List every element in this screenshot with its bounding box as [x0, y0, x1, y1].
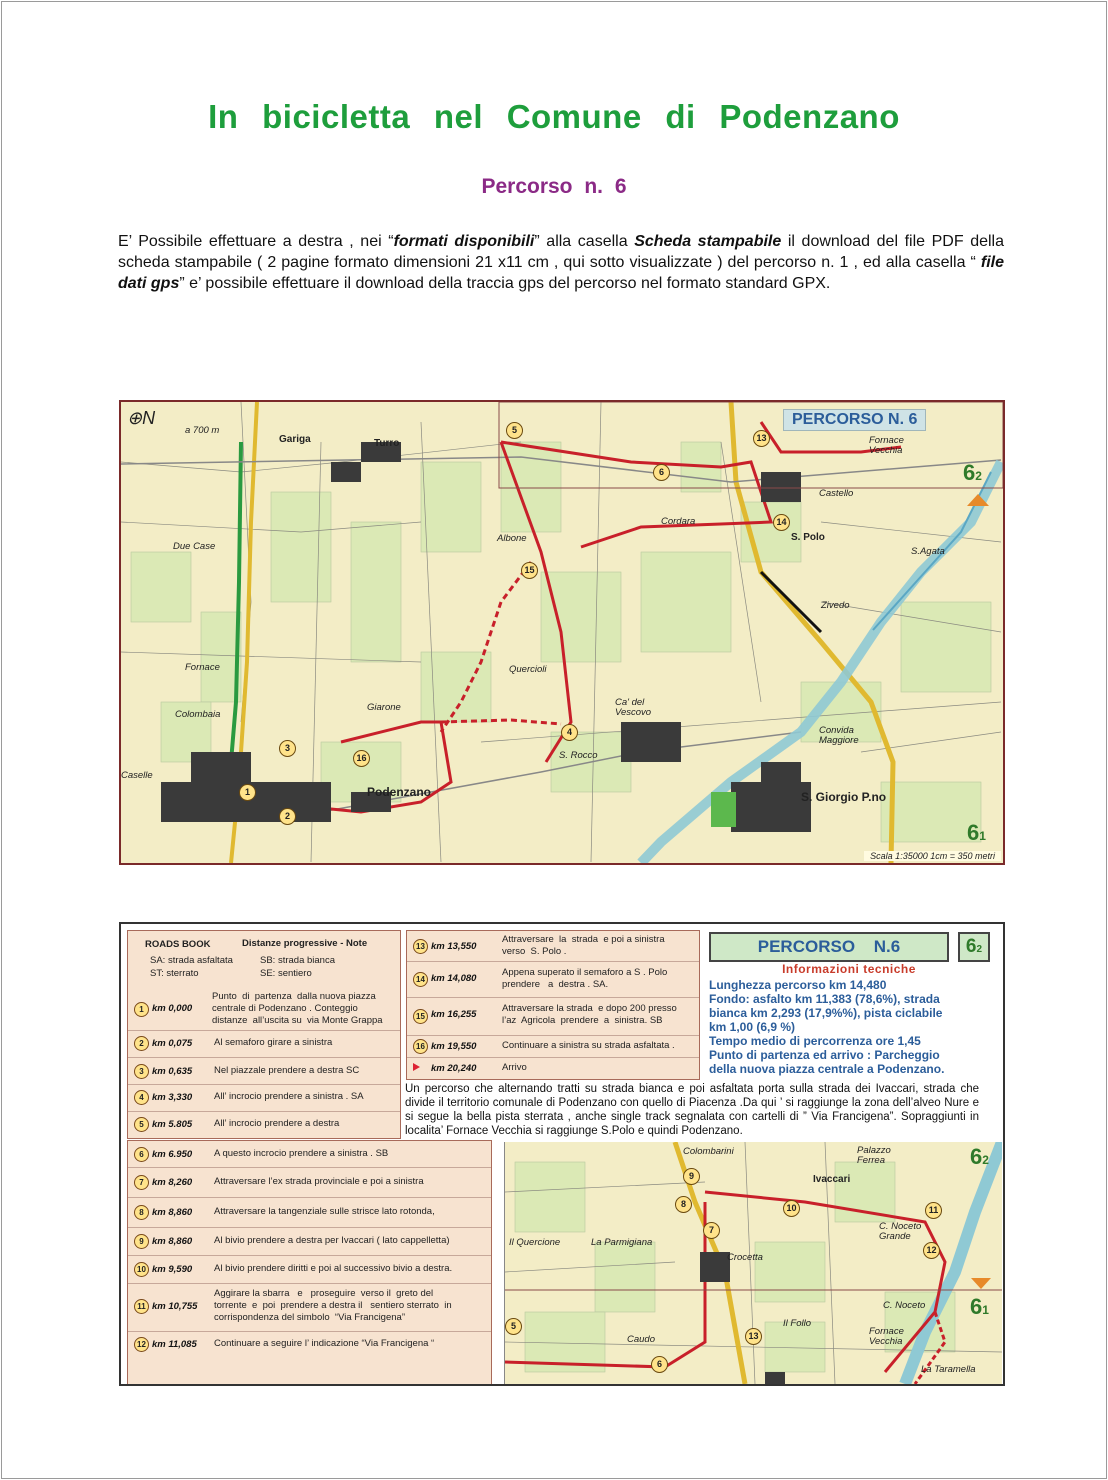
- place-label: Ivaccari: [813, 1174, 851, 1185]
- step-number: 13: [413, 939, 428, 954]
- map-background: [505, 1142, 1002, 1384]
- place-label: La Parmigiana: [591, 1237, 653, 1248]
- info-line: Lunghezza percorso km 14,480: [709, 978, 887, 992]
- roadbook-row: [128, 1141, 491, 1168]
- step-km: km 0,635: [152, 1066, 193, 1077]
- page-badge-bottom: [967, 820, 986, 846]
- finish-flag-icon: [413, 1063, 420, 1071]
- step-number: 14: [413, 972, 428, 987]
- intro-text: ” e’ possibile effettuare il download della traccia gps del percorso nel formato standard GPX.: [179, 275, 831, 292]
- step-text: All’ incrocio prendere a destra: [214, 1118, 340, 1129]
- info-text: [709, 978, 991, 1076]
- roads-book-column-2: [406, 930, 700, 1080]
- file-dati-gps-link[interactable]: file dati gps: [118, 254, 1004, 292]
- route-marker: 10: [783, 1200, 800, 1217]
- info-line: Tempo medio di percorrenza ore 1,45: [709, 1034, 921, 1048]
- step-number: 7: [134, 1175, 149, 1190]
- info-badge: [958, 932, 990, 962]
- step-text: Al semaforo girare a sinistra: [214, 1037, 333, 1048]
- page-badge-bottom: [970, 1294, 989, 1320]
- place-label: S. Giorgio P.no: [801, 790, 887, 804]
- step-text: Al bivio prendere diritti e poi al successivo bivio a destra.: [214, 1263, 453, 1274]
- roadbook-row: [407, 1035, 699, 1058]
- place-label: S. Polo: [791, 532, 825, 543]
- step-number: 6: [134, 1147, 149, 1162]
- place-label: Giarone: [367, 702, 401, 713]
- roads-book-column-1: [127, 988, 401, 1139]
- step-km: km 10,755: [152, 1301, 198, 1312]
- route-marker: 2: [279, 808, 296, 825]
- place-label: Podenzano: [367, 785, 432, 799]
- step-number: 1: [134, 1002, 149, 1017]
- roads-book-panel: [119, 922, 1005, 1386]
- route-marker: 6: [651, 1356, 668, 1373]
- step-km: km 0,000: [152, 1003, 193, 1014]
- place-label: Fornace: [185, 662, 220, 673]
- step-number: 15: [413, 1009, 428, 1024]
- roads-book-title: ROADS BOOK: [145, 939, 211, 950]
- step-text: All’ incrocio prendere a sinistra . SA: [214, 1091, 364, 1102]
- step-text: Attraversare la strada e poi a sinistra verso S. Polo .: [502, 934, 665, 957]
- step-number: 12: [134, 1337, 149, 1352]
- badge-sub: 1: [979, 829, 986, 843]
- roadbook-row: [407, 1057, 699, 1079]
- step-text: Appena superato il semaforo a S . Polo prendere a destra . SA.: [502, 967, 668, 990]
- roads-book-subtitle: Distanze progressive - Note: [242, 938, 368, 949]
- intro-text: E’ Possibile effettuare a destra , nei “: [118, 233, 394, 250]
- step-number: 4: [134, 1090, 149, 1105]
- step-km: km 13,550: [431, 941, 477, 952]
- place-label: S. Rocco: [559, 750, 598, 761]
- map-scale: Scala 1:35000 1cm = 350 metri: [864, 851, 1001, 861]
- step-km: km 16,255: [431, 1009, 477, 1020]
- step-text: Nel piazzale prendere a destra SC: [214, 1065, 360, 1076]
- badge-sub: 2: [975, 469, 982, 483]
- badge-number: 6: [967, 820, 980, 845]
- route-description: Un percorso che alternando tratti su strada bianca e poi asfaltata porta sulla strada dei Ivaccari, strada che divide il territorio comunale di Podenzano con quello di Piacenza .Da qui ’ si raggiunge la zona dell’alveo Nure e si segue la bella pista sterrata , anche single track segnalata con cartelli di ” Via Francigena”. Sopraggiunti in localita’ Fornace Vecchia si raggiunge S.Polo e quindi Podenzano.: [405, 1083, 979, 1137]
- roadbook-row: [407, 931, 699, 962]
- step-km: km 9,590: [152, 1264, 193, 1275]
- place-label: Quercioli: [509, 664, 547, 675]
- route-marker: 1: [239, 784, 256, 801]
- place-label: Caselle: [121, 770, 153, 781]
- roadbook-row: [128, 1111, 400, 1138]
- route-map-detail: [504, 1142, 1002, 1384]
- roadbook-row: [128, 1057, 400, 1085]
- roadbook-row: [128, 1227, 491, 1256]
- route-marker: 5: [505, 1318, 522, 1335]
- place-label: Fornace Vecchia: [869, 1326, 904, 1347]
- page-title: In bicicletta nel Comune di Podenzano: [208, 98, 900, 135]
- legend-item: SB: strada bianca: [260, 955, 335, 966]
- place-label: Caudo: [627, 1334, 655, 1345]
- page-subtitle: Percorso n. 6: [481, 175, 627, 198]
- route-marker: 15: [521, 562, 538, 579]
- place-label: Turro: [374, 438, 400, 449]
- place-label: Cordara: [661, 516, 696, 527]
- step-number: 16: [413, 1039, 428, 1054]
- route-marker: 13: [745, 1328, 762, 1345]
- info-line: Punto di partenza ed arrivo : Parcheggio: [709, 1048, 940, 1062]
- place-label: Ca' del Vescovo: [615, 697, 652, 718]
- info-title-box: PERCORSO N.6: [709, 932, 949, 962]
- legend-item: ST: sterrato: [150, 968, 199, 979]
- route-marker: 3: [279, 740, 296, 757]
- place-label: Castello: [819, 488, 854, 499]
- route-marker: 12: [923, 1242, 940, 1259]
- roadbook-row: [407, 961, 699, 998]
- route-marker: 16: [353, 750, 370, 767]
- badge-sub: 1: [982, 1303, 989, 1317]
- badge-number: 6: [970, 1294, 983, 1319]
- place-label: Due Case: [173, 541, 216, 552]
- place-label: a 700 m: [185, 425, 220, 436]
- info-subtitle: Informazioni tecniche: [782, 962, 916, 976]
- badge-number: 6: [965, 936, 977, 957]
- route-marker: 14: [773, 514, 790, 531]
- info-line: Fondo: asfalto km 11,383 (78,6%), strada: [709, 992, 940, 1006]
- step-km: km 3,330: [152, 1092, 193, 1103]
- step-km: km 8,260: [152, 1177, 193, 1188]
- route-marker: 8: [675, 1196, 692, 1213]
- badge-sub: 2: [976, 944, 983, 955]
- roads-book-column-3: [127, 1140, 492, 1386]
- north-label: N: [142, 408, 156, 428]
- step-km: km 20,240: [431, 1063, 477, 1074]
- badge-number: 6: [970, 1144, 983, 1169]
- legend-item: SE: sentiero: [260, 968, 312, 979]
- route-map-overview: [119, 400, 1005, 865]
- step-km: km 8,860: [152, 1207, 193, 1218]
- formati-disponibili-link[interactable]: formati disponibili: [393, 233, 535, 250]
- place-label: Crocetta: [727, 1252, 763, 1263]
- place-label: Convida Maggiore: [819, 725, 859, 746]
- percorso-header: PERCORSO N. 6: [783, 409, 926, 431]
- place-label: Il Quercione: [509, 1237, 561, 1248]
- step-text: Punto di partenza dalla nuova piazza centrale di Podenzano . Conteggio distanze all’uscita su via Monte Grappa: [212, 991, 383, 1026]
- route-marker: 5: [506, 422, 523, 439]
- roadbook-row: [407, 997, 699, 1036]
- step-km: km 14,080: [431, 973, 477, 984]
- route-marker: 6: [653, 464, 670, 481]
- route-marker: 4: [561, 724, 578, 741]
- route-marker: 11: [925, 1202, 942, 1219]
- roadbook-row: [128, 1084, 400, 1112]
- route-marker: 7: [703, 1222, 720, 1239]
- place-label: Palazzo Ferrea: [857, 1145, 891, 1166]
- step-km: km 11,085: [152, 1339, 197, 1350]
- step-km: km 5.805: [152, 1119, 193, 1130]
- up-arrow-icon: [967, 494, 989, 506]
- place-label: Colombarini: [683, 1146, 734, 1157]
- roadbook-row: [128, 988, 400, 1031]
- step-text: Attraversare l’ex strada provinciale e poi a sinistra: [214, 1176, 424, 1187]
- down-arrow-icon: [971, 1278, 991, 1289]
- step-km: km 8,860: [152, 1236, 193, 1247]
- intro-paragraph: [118, 231, 1004, 294]
- step-text: Attraversare la tangenziale sulle strisce lato rotonda,: [214, 1206, 435, 1217]
- step-text: A questo incrocio prendere a sinistra . SB: [214, 1148, 389, 1159]
- step-km: km 0,075: [152, 1038, 193, 1049]
- place-label: Il Follo: [783, 1318, 811, 1329]
- step-km: km 19,550: [431, 1041, 477, 1052]
- roadbook-row: [128, 1167, 491, 1198]
- step-km: km 6.950: [152, 1149, 193, 1160]
- step-number: 5: [134, 1117, 149, 1132]
- legend-item: SA: strada asfaltata: [150, 955, 233, 966]
- step-text: Aggirare la sbarra e proseguire verso il greto del torrente e poi prendere a destra il sentiero sterrato in corrispondenza del simbolo “Via Francigena”: [214, 1288, 452, 1323]
- roadbook-row: [128, 1255, 491, 1284]
- intro-text: ” alla casella: [534, 233, 635, 250]
- step-number: 2: [134, 1036, 149, 1051]
- info-line: della nuova piazza centrale a Podenzano.: [709, 1062, 945, 1076]
- step-number: 3: [134, 1064, 149, 1079]
- place-label: Zivedo: [821, 600, 850, 611]
- place-label: S.Agata: [911, 546, 945, 557]
- step-text: Continuare a sinistra su strada asfaltata .: [502, 1040, 675, 1051]
- place-label: C. Noceto Grande: [879, 1221, 922, 1242]
- roadbook-row: [128, 1283, 491, 1332]
- info-line: bianca km 2,293 (17,9%%), pista ciclabile: [709, 1006, 943, 1020]
- step-number: 11: [134, 1299, 149, 1314]
- place-label: Albone: [497, 533, 527, 544]
- roadbook-row: [128, 1030, 400, 1058]
- place-label: Colombaia: [175, 709, 221, 720]
- intro-text: il download del file PDF della scheda stampabile ( 2 pagine formato dimensioni 21 x11 cm , qui sotto visualizzate ) del percorso n. 1 , ed alla casella “: [118, 233, 1005, 271]
- badge-sub: 2: [982, 1153, 989, 1167]
- place-label: C. Noceto: [883, 1300, 926, 1311]
- page-badge-top: [963, 460, 982, 486]
- roads-book-header: [127, 930, 401, 990]
- badge-number: 6: [963, 460, 976, 485]
- route-marker: 13: [753, 430, 770, 447]
- step-text: Continuare a seguire l’ indicazione “Via Francigena “: [214, 1338, 435, 1349]
- info-line: km 1,00 (6,9 %): [709, 1020, 796, 1034]
- page-badge-top: [970, 1144, 989, 1170]
- place-label: Fornace Vecchia: [869, 435, 904, 456]
- scheda-stampabile-link[interactable]: Scheda stampabile: [634, 233, 782, 250]
- step-text: Al bivio prendere a destra per Ivaccari ( lato cappelletta): [214, 1235, 450, 1246]
- roadbook-row: [128, 1331, 491, 1357]
- step-text: Arrivo: [502, 1062, 527, 1073]
- step-number: 9: [134, 1234, 149, 1249]
- place-label: La Taramella: [921, 1364, 976, 1375]
- roadbook-row: [128, 1197, 491, 1228]
- route-marker: 9: [683, 1168, 700, 1185]
- step-number: 10: [134, 1262, 149, 1277]
- step-text: Attraversare la strada e dopo 200 presso l’az Agricola prendere a sinistra. SB: [502, 1003, 677, 1026]
- north-arrow-icon: ⊕N: [127, 408, 156, 428]
- step-number: 8: [134, 1205, 149, 1220]
- place-label: Gariga: [279, 434, 311, 445]
